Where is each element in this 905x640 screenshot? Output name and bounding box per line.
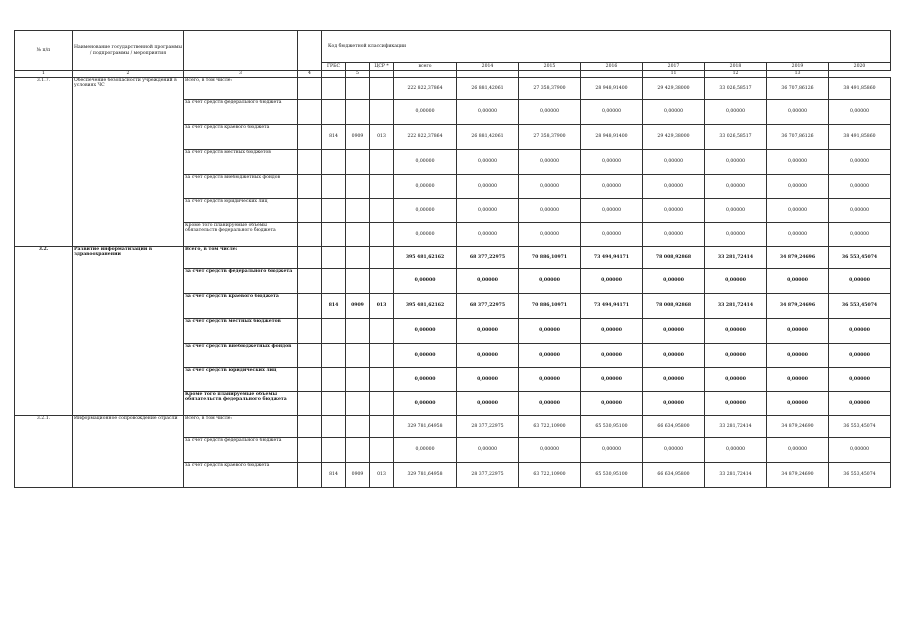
empty-cell: [298, 150, 322, 175]
year-value-cell: 0,00000: [643, 438, 705, 463]
year-value-cell: 34 879,24690: [767, 463, 829, 488]
funding-source: Кроме того планируемые объемы обязательств федерального бюджета: [184, 223, 298, 247]
year-value-cell: 36 553,45074: [829, 463, 891, 488]
year-value-cell: 28 377,22975: [457, 463, 519, 488]
year-value-cell: 28 948,91400: [581, 78, 643, 100]
empty-cell: [298, 199, 322, 223]
year-value-cell: 0,00000: [519, 368, 581, 392]
rzpr-cell: [346, 344, 370, 368]
empty-cell: [298, 344, 322, 368]
year-value-cell: 0,00000: [519, 392, 581, 416]
empty-cell: [298, 416, 322, 438]
year-value-cell: 0,00000: [457, 199, 519, 223]
year-value-cell: 27 358,37900: [519, 78, 581, 100]
header-index: [394, 71, 457, 78]
rzpr-cell: [346, 269, 370, 294]
year-value-cell: 0,00000: [705, 100, 767, 125]
csr-cell: [370, 199, 394, 223]
rzpr-cell: [346, 175, 370, 199]
row-number: 3.2.1.: [15, 416, 73, 488]
year-value-cell: 0,00000: [457, 100, 519, 125]
year-value-cell: 28 948,91400: [581, 125, 643, 150]
csr-cell: [370, 269, 394, 294]
year-value-cell: 0,00000: [767, 368, 829, 392]
year-value-cell: 0,00000: [457, 223, 519, 247]
year-value-cell: 66 634,95800: [643, 463, 705, 488]
year-value-cell: 0,00000: [519, 199, 581, 223]
year-value-cell: 26 881,42061: [457, 125, 519, 150]
year-value-cell: 36 553,45074: [829, 416, 891, 438]
year-value-cell: 0,00000: [705, 269, 767, 294]
year-value-cell: 0,00000: [581, 175, 643, 199]
year-value-cell: 65 530,95100: [581, 416, 643, 438]
year-value-cell: 0,00000: [705, 438, 767, 463]
funding-source: Всего, в том числе:: [184, 416, 298, 438]
year-value-cell: 0,00000: [581, 100, 643, 125]
grbs-cell: [322, 438, 346, 463]
header-index: [519, 71, 581, 78]
year-value-cell: 0,00000: [767, 269, 829, 294]
year-value-cell: 0,00000: [457, 175, 519, 199]
empty-cell: [298, 438, 322, 463]
year-value-cell: 0,00000: [829, 175, 891, 199]
total-cell: 0,00000: [394, 344, 457, 368]
rzpr-cell: [346, 438, 370, 463]
csr-cell: [370, 247, 394, 269]
year-value-cell: 0,00000: [457, 392, 519, 416]
year-value-cell: 0,00000: [581, 150, 643, 175]
grbs-cell: 814: [322, 125, 346, 150]
rzpr-cell: [346, 100, 370, 125]
year-value-cell: 27 358,37900: [519, 125, 581, 150]
total-cell: 0,00000: [394, 150, 457, 175]
funding-source: за счет средств краевого бюджета: [184, 463, 298, 488]
year-value-cell: 0,00000: [829, 392, 891, 416]
header-source: [184, 31, 298, 71]
year-value-cell: 0,00000: [519, 269, 581, 294]
year-value-cell: 33 281,72414: [705, 247, 767, 269]
year-value-cell: 66 634,95800: [643, 416, 705, 438]
year-value-cell: 0,00000: [457, 319, 519, 344]
year-value-cell: 33 281,72414: [705, 463, 767, 488]
year-value-cell: 0,00000: [643, 269, 705, 294]
grbs-cell: [322, 100, 346, 125]
total-cell: 329 781,64958: [394, 416, 457, 438]
year-value-cell: 0,00000: [829, 319, 891, 344]
year-value-cell: 36 553,45074: [829, 247, 891, 269]
year-value-cell: 0,00000: [705, 319, 767, 344]
year-value-cell: 0,00000: [581, 319, 643, 344]
header-year: 2020: [829, 63, 891, 71]
header-csr: ЦСР *: [370, 63, 394, 71]
funding-source: за счет средств федерального бюджета: [184, 438, 298, 463]
csr-cell: [370, 150, 394, 175]
grbs-cell: [322, 269, 346, 294]
csr-cell: [370, 438, 394, 463]
grbs-cell: [322, 319, 346, 344]
year-value-cell: 68 377,22975: [457, 247, 519, 269]
year-value-cell: 33 281,72414: [705, 294, 767, 319]
funding-source: Кроме того планируемые объемы обязательств федерального бюджета: [184, 392, 298, 416]
header-year: 2015: [519, 63, 581, 71]
year-value-cell: 0,00000: [829, 223, 891, 247]
year-value-cell: 70 886,10971: [519, 294, 581, 319]
row-name: Информационное сопровождение отрасли: [73, 416, 184, 488]
row-number: 3.1.7.: [15, 78, 73, 247]
total-cell: 0,00000: [394, 368, 457, 392]
header-grbs: ГРБС: [322, 63, 346, 71]
header-row-index: [15, 71, 891, 78]
csr-cell: 013: [370, 125, 394, 150]
budget-table-sheet: [14, 30, 890, 488]
rzpr-cell: [346, 150, 370, 175]
funding-source: за счет средств федерального бюджета: [184, 269, 298, 294]
csr-cell: [370, 344, 394, 368]
year-value-cell: 26 881,42061: [457, 78, 519, 100]
grbs-cell: [322, 199, 346, 223]
header-index: 13: [767, 71, 829, 78]
header-year: 2014: [457, 63, 519, 71]
year-value-cell: 34 879,24690: [767, 416, 829, 438]
year-value-cell: 0,00000: [519, 100, 581, 125]
funding-source: за счет средств юридических лиц: [184, 199, 298, 223]
empty-cell: [298, 125, 322, 150]
grbs-cell: [322, 392, 346, 416]
year-value-cell: 0,00000: [829, 438, 891, 463]
year-value-cell: 0,00000: [457, 269, 519, 294]
total-cell: 0,00000: [394, 438, 457, 463]
csr-cell: [370, 78, 394, 100]
rzpr-cell: 0909: [346, 125, 370, 150]
total-cell: 0,00000: [394, 319, 457, 344]
funding-source: за счет средств внебюджетных фондов: [184, 175, 298, 199]
table-row: [15, 78, 891, 100]
total-cell: 0,00000: [394, 199, 457, 223]
year-value-cell: 29 429,38000: [643, 125, 705, 150]
row-name: Обеспечение безопасности учреждений в условиях ЧС: [73, 78, 184, 247]
year-value-cell: 0,00000: [457, 150, 519, 175]
year-value-cell: 33 281,72414: [705, 416, 767, 438]
csr-cell: [370, 223, 394, 247]
grbs-cell: [322, 247, 346, 269]
grbs-cell: [322, 223, 346, 247]
year-value-cell: 0,00000: [767, 319, 829, 344]
year-value-cell: 0,00000: [519, 344, 581, 368]
year-value-cell: 0,00000: [643, 223, 705, 247]
total-cell: 0,00000: [394, 223, 457, 247]
year-value-cell: 0,00000: [705, 344, 767, 368]
header-index: 4: [298, 71, 322, 78]
rzpr-cell: [346, 392, 370, 416]
year-value-cell: 0,00000: [643, 368, 705, 392]
csr-cell: [370, 319, 394, 344]
year-value-cell: 0,00000: [643, 100, 705, 125]
year-value-cell: 0,00000: [519, 438, 581, 463]
year-value-cell: 70 886,10971: [519, 247, 581, 269]
year-value-cell: 34 879,24696: [767, 294, 829, 319]
total-cell: 222 822,37864: [394, 125, 457, 150]
empty-cell: [298, 294, 322, 319]
year-value-cell: 0,00000: [581, 223, 643, 247]
total-cell: 0,00000: [394, 175, 457, 199]
year-value-cell: 36 707,86126: [767, 125, 829, 150]
header-year: 2019: [767, 63, 829, 71]
csr-cell: [370, 175, 394, 199]
year-value-cell: 0,00000: [829, 150, 891, 175]
year-value-cell: 0,00000: [519, 319, 581, 344]
header-year: 2016: [581, 63, 643, 71]
csr-cell: [370, 416, 394, 438]
year-value-cell: 0,00000: [829, 368, 891, 392]
total-cell: 0,00000: [394, 100, 457, 125]
year-value-cell: 0,00000: [829, 344, 891, 368]
rzpr-cell: [346, 368, 370, 392]
header-index: [457, 71, 519, 78]
year-value-cell: 0,00000: [581, 269, 643, 294]
empty-cell: [298, 463, 322, 488]
empty-cell: [298, 368, 322, 392]
grbs-cell: 814: [322, 294, 346, 319]
grbs-cell: [322, 78, 346, 100]
year-value-cell: 0,00000: [643, 199, 705, 223]
year-value-cell: 29 429,38000: [643, 78, 705, 100]
csr-cell: 013: [370, 463, 394, 488]
empty-cell: [298, 247, 322, 269]
empty-cell: [298, 100, 322, 125]
year-value-cell: 0,00000: [767, 199, 829, 223]
funding-source: Всего, в том числе:: [184, 78, 298, 100]
grbs-cell: [322, 150, 346, 175]
header-code: Код бюджетной классификации: [322, 31, 891, 63]
year-value-cell: 0,00000: [643, 392, 705, 416]
year-value-cell: 0,00000: [705, 223, 767, 247]
year-value-cell: 63 722,10900: [519, 416, 581, 438]
year-value-cell: 0,00000: [829, 100, 891, 125]
total-cell: 329 781,64958: [394, 463, 457, 488]
grbs-cell: 814: [322, 463, 346, 488]
year-value-cell: 0,00000: [705, 175, 767, 199]
year-value-cell: 0,00000: [457, 368, 519, 392]
total-cell: 395 481,62162: [394, 247, 457, 269]
year-value-cell: 63 722,10900: [519, 463, 581, 488]
year-value-cell: 0,00000: [457, 438, 519, 463]
year-value-cell: 0,00000: [705, 392, 767, 416]
header-year: 2017: [643, 63, 705, 71]
year-value-cell: 78 008,92868: [643, 294, 705, 319]
funding-source: за счет средств краевого бюджета: [184, 294, 298, 319]
year-value-cell: 38 491,85860: [829, 78, 891, 100]
empty-cell: [298, 269, 322, 294]
year-value-cell: 38 491,85860: [829, 125, 891, 150]
csr-cell: [370, 368, 394, 392]
funding-source: Всего, в том числе:: [184, 247, 298, 269]
year-value-cell: 0,00000: [581, 199, 643, 223]
year-value-cell: 33 026,58517: [705, 125, 767, 150]
year-value-cell: 73 494,94171: [581, 247, 643, 269]
year-value-cell: 73 494,94171: [581, 294, 643, 319]
funding-source: за счет средств местных бюджетов: [184, 319, 298, 344]
year-value-cell: 34 879,24696: [767, 247, 829, 269]
header-empty-col: [298, 31, 322, 71]
total-cell: 0,00000: [394, 392, 457, 416]
total-cell: 222 822,37864: [394, 78, 457, 100]
grbs-cell: [322, 416, 346, 438]
total-cell: 0,00000: [394, 269, 457, 294]
header-no: № п/п: [15, 31, 73, 71]
grbs-cell: [322, 368, 346, 392]
empty-cell: [298, 175, 322, 199]
header-index: [322, 71, 346, 78]
year-value-cell: 0,00000: [643, 150, 705, 175]
year-value-cell: 0,00000: [643, 319, 705, 344]
year-value-cell: 0,00000: [643, 175, 705, 199]
header-index: 2: [73, 71, 184, 78]
header-name: Наименование государственной программы / подпрограммы / мероприятия: [73, 31, 184, 71]
year-value-cell: 0,00000: [581, 392, 643, 416]
year-value-cell: 0,00000: [705, 199, 767, 223]
year-value-cell: 0,00000: [829, 269, 891, 294]
year-value-cell: 0,00000: [767, 438, 829, 463]
year-value-cell: 0,00000: [767, 100, 829, 125]
funding-source: за счет средств федерального бюджета: [184, 100, 298, 125]
funding-source: за счет средств местных бюджетов: [184, 150, 298, 175]
year-value-cell: 0,00000: [767, 150, 829, 175]
year-value-cell: 0,00000: [457, 344, 519, 368]
csr-cell: [370, 100, 394, 125]
year-value-cell: 0,00000: [767, 175, 829, 199]
row-name: Развитие информатизации в здравоохранении: [73, 247, 184, 416]
rzpr-cell: 0909: [346, 463, 370, 488]
year-value-cell: 36 553,45074: [829, 294, 891, 319]
header-total: всего: [394, 63, 457, 71]
empty-cell: [298, 392, 322, 416]
header-index: [581, 71, 643, 78]
header-index: 12: [705, 71, 767, 78]
year-value-cell: 33 026,58517: [705, 78, 767, 100]
year-value-cell: 0,00000: [519, 150, 581, 175]
row-number: 3.2.: [15, 247, 73, 416]
rzpr-cell: [346, 199, 370, 223]
year-value-cell: 0,00000: [705, 150, 767, 175]
empty-cell: [298, 78, 322, 100]
year-value-cell: 78 008,92868: [643, 247, 705, 269]
year-value-cell: 0,00000: [767, 223, 829, 247]
year-value-cell: 0,00000: [829, 199, 891, 223]
rzpr-cell: [346, 319, 370, 344]
total-cell: 395 481,62162: [394, 294, 457, 319]
funding-source: за счет средств краевого бюджета: [184, 125, 298, 150]
year-value-cell: 0,00000: [705, 368, 767, 392]
rzpr-cell: [346, 78, 370, 100]
table-row: [15, 416, 891, 438]
empty-cell: [298, 223, 322, 247]
year-value-cell: 0,00000: [519, 175, 581, 199]
year-value-cell: 0,00000: [767, 344, 829, 368]
header-rzpr: [346, 63, 370, 71]
year-value-cell: 0,00000: [581, 368, 643, 392]
funding-source: за счет средств внебюджетных фондов: [184, 344, 298, 368]
budget-table: [14, 30, 891, 488]
rzpr-cell: [346, 223, 370, 247]
year-value-cell: 0,00000: [581, 438, 643, 463]
year-value-cell: 36 707,86126: [767, 78, 829, 100]
table-row: [15, 247, 891, 269]
csr-cell: 013: [370, 294, 394, 319]
header-index: 5: [346, 71, 370, 78]
year-value-cell: 0,00000: [581, 344, 643, 368]
year-value-cell: 68 377,22975: [457, 294, 519, 319]
year-value-cell: 0,00000: [767, 392, 829, 416]
empty-cell: [298, 319, 322, 344]
csr-cell: [370, 392, 394, 416]
header-row-titles: [15, 31, 891, 63]
year-value-cell: 0,00000: [643, 344, 705, 368]
year-value-cell: 65 530,95100: [581, 463, 643, 488]
grbs-cell: [322, 344, 346, 368]
header-index: 3: [184, 71, 298, 78]
header-index: [370, 71, 394, 78]
header-index: 11: [643, 71, 705, 78]
grbs-cell: [322, 175, 346, 199]
rzpr-cell: [346, 416, 370, 438]
header-year: 2018: [705, 63, 767, 71]
year-value-cell: 0,00000: [519, 223, 581, 247]
header-index: 1: [15, 71, 73, 78]
funding-source: за счет средств юридических лиц: [184, 368, 298, 392]
rzpr-cell: 0909: [346, 294, 370, 319]
year-value-cell: 28 377,22975: [457, 416, 519, 438]
rzpr-cell: [346, 247, 370, 269]
